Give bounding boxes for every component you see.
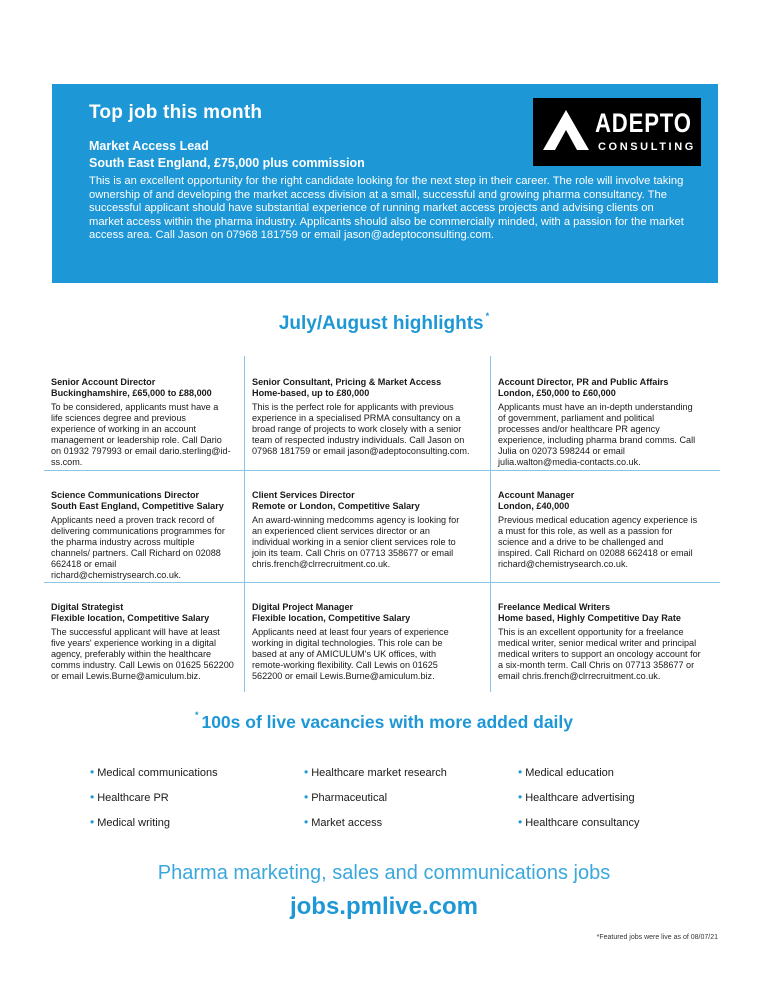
top-job-banner <box>52 84 718 283</box>
job-title: Digital Project Manager <box>252 602 354 612</box>
job-card[interactable] <box>498 377 698 468</box>
grid-divider <box>44 582 720 583</box>
job-subtitle: London, £40,000 <box>498 501 570 511</box>
job-card[interactable] <box>498 490 698 570</box>
job-subtitle: Remote or London, Competitive Salary <box>252 501 420 511</box>
category-link[interactable] <box>90 815 170 829</box>
job-card[interactable] <box>51 490 231 581</box>
category-label: Healthcare consultancy <box>525 817 640 829</box>
tagline: Pharma marketing, sales and communications jobs <box>157 862 611 884</box>
bullet-icon: • <box>90 765 95 779</box>
job-body: An award-winning medcomms agency is looking for an experienced client services director or an individual working in a senior client services role to join its team. Call Chris on 07713 358677 or email chris.french@clrrecruitment.co.uk. <box>252 515 460 569</box>
banner-job <box>89 138 365 172</box>
bullet-icon: • <box>90 790 95 804</box>
category-link[interactable] <box>304 790 387 804</box>
highlights-title-text: July/August highlights <box>278 313 484 334</box>
job-body: The successful applicant will have at least five years' experience working in a digital agency, preferably within the healthcare comms industry. Call Lewis on 01625 562200 or email Lewis.Burne@amiculum.biz. <box>51 627 234 681</box>
adepto-chevron-icon <box>543 110 589 154</box>
bullet-icon: • <box>518 790 523 804</box>
logo-sub: CONSULTING <box>598 141 696 153</box>
banner-heading: Top job this month <box>89 102 263 123</box>
job-body: Applicants must have an in-depth understanding of government, parliament and political processes and/or healthcare PR agency experience, including pharma brand comms. Call Julia on 02073 598244 or email julia.walton@media-contacts.co.uk. <box>498 402 696 467</box>
job-title: Client Services Director <box>252 490 355 500</box>
banner-description: This is an excellent opportunity for the right candidate looking for the next step in their career. The role will involve taking ownership of and developing the market access division at a small, successful and growing pharma consultancy. The successful applicant should have substantial experience of running market access projects and advising clients on market access within the pharma industry. Applicants should also be commercially minded, with a passion for the market access area. Call Jason on 07968 181759 or email jason@adeptoconsulting.com. <box>89 175 684 242</box>
bullet-icon: • <box>518 815 523 829</box>
vacancies-title-text: 100s of live vacancies with more added daily <box>201 712 574 732</box>
category-label: Medical education <box>525 767 614 779</box>
job-card[interactable] <box>252 602 466 682</box>
job-title: Digital Strategist <box>51 602 124 612</box>
grid-divider <box>44 470 720 471</box>
category-label: Healthcare advertising <box>525 792 635 804</box>
category-label: Healthcare market research <box>311 767 447 779</box>
job-card[interactable] <box>51 377 231 468</box>
job-body: Previous medical education agency experience is a must for this role, as well as a passion for science and a drive to be challenged and inspired. Call Richard on 02088 662418 or email richard@chemistrysearch.co.uk. <box>498 515 698 569</box>
job-subtitle: London, £50,000 to £60,000 <box>498 388 616 398</box>
job-subtitle: Home-based, up to £80,000 <box>252 388 370 398</box>
job-body: This is an excellent opportunity for a freelance medical writer, senior medical writer and principal medical writers to support an oncology account for a six-month term. Call Chris on 07713 358677 or email chris.french@clrrecruitment.co.uk. <box>498 627 701 681</box>
category-label: Medical writing <box>97 817 170 829</box>
job-title: Senior Consultant, Pricing & Market Access <box>252 377 442 387</box>
category-link[interactable] <box>90 790 169 804</box>
job-body: This is the perfect role for applicants with previous experience in a specialised PRMA consultancy on a broad range of projects to work closely with a senior team of respected industry individuals. Call Jason on 07968 181759 or email jason@adeptoconsulting.com. <box>252 402 470 456</box>
job-title: Senior Account Director <box>51 377 156 387</box>
bullet-icon: • <box>518 765 523 779</box>
category-link[interactable] <box>518 765 614 779</box>
grid-divider <box>490 356 491 692</box>
bullet-icon: • <box>90 815 95 829</box>
job-body: Applicants need a proven track record of delivering communications programmes for the pharma industry across multiple channels/ partners. Call Richard on 02088 662418 or email richard@chemistrysearch.co.uk. <box>51 515 225 580</box>
job-title: Account Manager <box>498 490 575 500</box>
vacancies-marker: * <box>194 710 199 720</box>
job-card[interactable] <box>498 602 704 682</box>
grid-divider <box>244 356 245 692</box>
category-label: Healthcare PR <box>97 792 169 804</box>
highlights-marker: * <box>485 311 490 321</box>
bullet-icon: • <box>304 790 309 804</box>
job-subtitle: Flexible location, Competitive Salary <box>252 613 411 623</box>
site-link[interactable]: jobs.pmlive.com <box>289 893 479 920</box>
category-label: Pharmaceutical <box>311 792 388 804</box>
job-card[interactable] <box>51 602 235 682</box>
footnote: *Featured jobs were live as of 08/07/21 <box>596 934 718 941</box>
logo-word: ADEPTO <box>595 108 692 138</box>
category-link[interactable] <box>90 765 218 779</box>
bullet-icon: • <box>304 815 309 829</box>
job-subtitle: Flexible location, Competitive Salary <box>51 613 210 623</box>
bullet-icon: • <box>304 765 309 779</box>
category-link[interactable] <box>304 765 447 779</box>
vacancies-title <box>0 712 768 733</box>
job-body: Applicants need at least four years of experience working in digital technologies. This role can be based at any of AMICULUM's UK offices, with remote-working flexibility. Call Lewis on 01625 562200 or email Lewis.Burne@amiculum.biz. <box>252 627 449 681</box>
job-subtitle: Buckinghamshire, £65,000 to £88,000 <box>51 388 212 398</box>
category-link[interactable] <box>518 790 635 804</box>
job-title: Freelance Medical Writers <box>498 602 611 612</box>
job-title: Account Director, PR and Public Affairs <box>498 377 669 387</box>
job-body: To be considered, applicants must have a life sciences degree and previous experience of working in an account management or leadership role. Call Dario on 01932 797993 or email dario.sterling@id-ss.com. <box>51 402 231 467</box>
banner-job-subtitle: South East England, £75,000 plus commission <box>89 156 365 170</box>
category-label: Market access <box>311 817 383 829</box>
job-title: Science Communications Director <box>51 490 200 500</box>
job-subtitle: Home based, Highly Competitive Day Rate <box>498 613 681 623</box>
banner-job-title: Market Access Lead <box>89 139 209 153</box>
highlights-title <box>0 313 768 335</box>
category-link[interactable] <box>304 815 382 829</box>
job-card[interactable] <box>252 377 478 457</box>
adepto-logo <box>533 98 701 166</box>
category-link[interactable] <box>518 815 640 829</box>
category-label: Medical communications <box>97 767 218 779</box>
job-card[interactable] <box>252 490 470 570</box>
job-subtitle: South East England, Competitive Salary <box>51 501 224 511</box>
